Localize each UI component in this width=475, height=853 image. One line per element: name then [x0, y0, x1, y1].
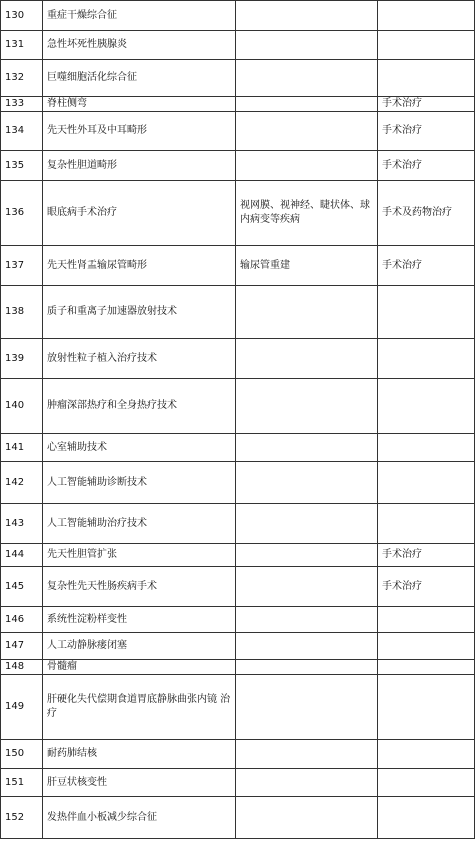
treatment-method — [378, 660, 475, 675]
treatment-method — [378, 339, 475, 379]
disease-name: 急性坏死性胰腺炎 — [43, 31, 236, 60]
table-row — [1, 462, 475, 504]
disease-name: 人工动静脉瘘闭塞 — [43, 633, 236, 660]
row-number: 138 — [1, 286, 43, 339]
disease-name: 脊柱侧弯 — [43, 97, 236, 112]
table-row — [1, 286, 475, 339]
treatment-method — [378, 675, 475, 740]
disease-note — [236, 339, 378, 379]
disease-note — [236, 769, 378, 797]
disease-name: 发热伴血小板减少综合征 — [43, 797, 236, 839]
treatment-method — [378, 434, 475, 462]
disease-note — [236, 607, 378, 633]
treatment-method: 手术治疗 — [378, 112, 475, 151]
treatment-method: 手术治疗 — [378, 97, 475, 112]
disease-name: 巨噬细胞活化综合征 — [43, 60, 236, 97]
row-number: 139 — [1, 339, 43, 379]
row-number: 148 — [1, 660, 43, 675]
disease-note — [236, 112, 378, 151]
table-row — [1, 567, 475, 607]
disease-note — [236, 567, 378, 607]
disease-name: 肝豆状核变性 — [43, 769, 236, 797]
disease-name: 复杂性先天性肠疾病手术 — [43, 567, 236, 607]
treatment-method: 手术治疗 — [378, 567, 475, 607]
row-number: 130 — [1, 1, 43, 31]
disease-note — [236, 60, 378, 97]
treatment-method — [378, 379, 475, 434]
disease-name: 先天性胆管扩张 — [43, 544, 236, 567]
disease-note — [236, 286, 378, 339]
treatment-method: 手术治疗 — [378, 246, 475, 286]
table-row — [1, 60, 475, 97]
disease-name: 人工智能辅助诊断技术 — [43, 462, 236, 504]
disease-note — [236, 504, 378, 544]
treatment-method — [378, 1, 475, 31]
disease-note — [236, 660, 378, 675]
table-row — [1, 660, 475, 675]
disease-note: 视网膜、视神经、睫状体、球 内病变等疾病 — [236, 181, 378, 246]
disease-name: 先天性外耳及中耳畸形 — [43, 112, 236, 151]
row-number: 142 — [1, 462, 43, 504]
table-row — [1, 112, 475, 151]
disease-note — [236, 31, 378, 60]
disease-note — [236, 1, 378, 31]
row-number: 149 — [1, 675, 43, 740]
row-number: 140 — [1, 379, 43, 434]
row-number: 150 — [1, 740, 43, 769]
disease-note — [236, 633, 378, 660]
disease-name: 眼底病手术治疗 — [43, 181, 236, 246]
table-row — [1, 633, 475, 660]
table-row — [1, 607, 475, 633]
disease-note — [236, 797, 378, 839]
treatment-method — [378, 769, 475, 797]
disease-name: 质子和重离子加速器放射技术 — [43, 286, 236, 339]
disease-name: 复杂性胆道畸形 — [43, 151, 236, 181]
disease-note — [236, 462, 378, 504]
treatment-method — [378, 797, 475, 839]
table-row — [1, 151, 475, 181]
disease-note — [236, 544, 378, 567]
disease-name: 放射性粒子植入治疗技术 — [43, 339, 236, 379]
disease-note — [236, 740, 378, 769]
treatment-method — [378, 286, 475, 339]
row-number: 134 — [1, 112, 43, 151]
table-row — [1, 544, 475, 567]
table-row — [1, 797, 475, 839]
disease-note — [236, 434, 378, 462]
treatment-method — [378, 60, 475, 97]
table-row — [1, 181, 475, 246]
treatment-method: 手术治疗 — [378, 544, 475, 567]
table-row — [1, 740, 475, 769]
disease-name: 先天性肾盂输尿管畸形 — [43, 246, 236, 286]
row-number: 135 — [1, 151, 43, 181]
treatment-method — [378, 633, 475, 660]
row-number: 131 — [1, 31, 43, 60]
treatment-method — [378, 740, 475, 769]
row-number: 147 — [1, 633, 43, 660]
disease-note — [236, 379, 378, 434]
treatment-method — [378, 607, 475, 633]
row-number: 132 — [1, 60, 43, 97]
row-number: 152 — [1, 797, 43, 839]
table-row — [1, 504, 475, 544]
row-number: 146 — [1, 607, 43, 633]
disease-name: 系统性淀粉样变性 — [43, 607, 236, 633]
treatment-method: 手术及药物治疗 — [378, 181, 475, 246]
disease-name: 耐药肺结核 — [43, 740, 236, 769]
treatment-method — [378, 504, 475, 544]
row-number: 137 — [1, 246, 43, 286]
row-number: 144 — [1, 544, 43, 567]
row-number: 145 — [1, 567, 43, 607]
row-number: 151 — [1, 769, 43, 797]
table-row — [1, 246, 475, 286]
disease-note — [236, 151, 378, 181]
disease-name: 肝硬化失代偿期食道胃底静脉曲张内镜 治疗 — [43, 675, 236, 740]
disease-note — [236, 97, 378, 112]
disease-note — [236, 675, 378, 740]
disease-note: 输尿管重建 — [236, 246, 378, 286]
table-row — [1, 769, 475, 797]
disease-name: 肿瘤深部热疗和全身热疗技术 — [43, 379, 236, 434]
disease-name: 重症干燥综合征 — [43, 1, 236, 31]
disease-name: 人工智能辅助治疗技术 — [43, 504, 236, 544]
disease-name: 心室辅助技术 — [43, 434, 236, 462]
table-row — [1, 434, 475, 462]
row-number: 136 — [1, 181, 43, 246]
table-row — [1, 31, 475, 60]
row-number: 141 — [1, 434, 43, 462]
disease-name: 骨髓瘤 — [43, 660, 236, 675]
row-number: 143 — [1, 504, 43, 544]
table-row — [1, 339, 475, 379]
treatment-method — [378, 31, 475, 60]
treatment-method: 手术治疗 — [378, 151, 475, 181]
table-row — [1, 379, 475, 434]
treatment-method — [378, 462, 475, 504]
table-row — [1, 675, 475, 740]
table-row — [1, 97, 475, 112]
table-row — [1, 1, 475, 31]
row-number: 133 — [1, 97, 43, 112]
